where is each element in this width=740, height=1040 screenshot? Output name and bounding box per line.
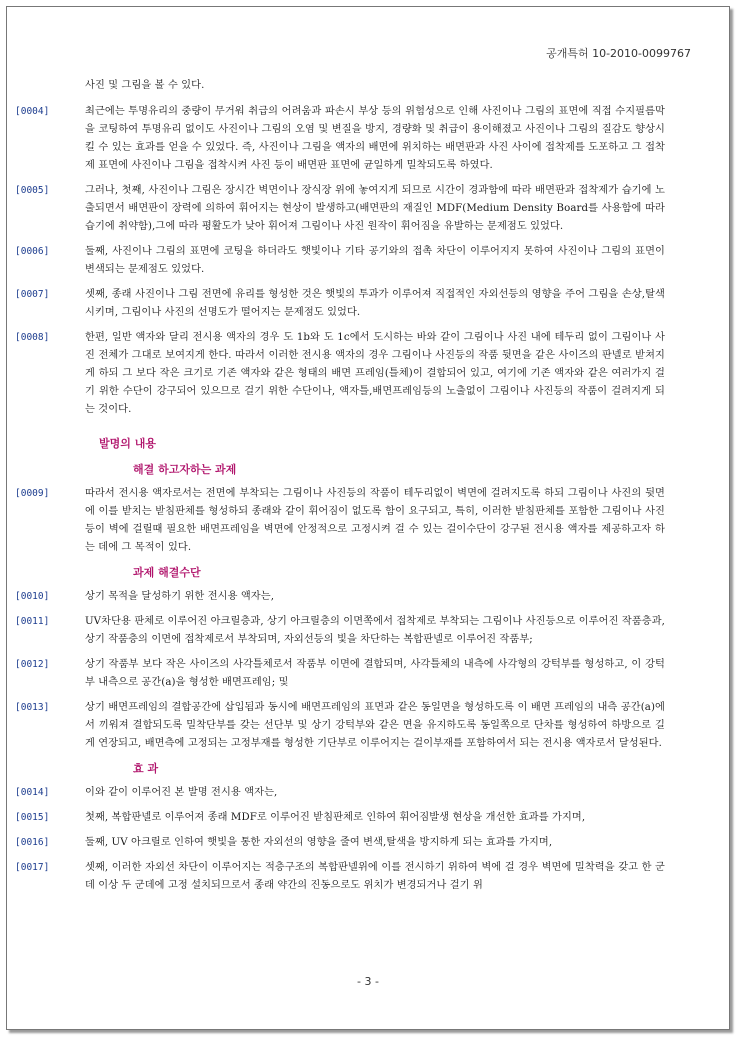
paragraph	[15, 485, 715, 557]
paragraph-text: 첫째, 복합판넬로 이루어져 종래 MDF로 이루어진 받침판체로 인하여 휘어짐발생 현상을 개선한 효과를 가지며,	[85, 812, 586, 823]
paragraph-group-means	[15, 588, 715, 753]
paragraph-number: [0008]	[15, 332, 50, 343]
section-heading-means: 과제 해결수단	[133, 566, 201, 579]
paragraph-text: 그러나, 첫째, 사진이나 그림은 장시간 벽면이나 장식장 위에 놓여지게 되므로 시간이 경과함에 따라 배면판과 접착제가 습기에 노출되면서 배면판이 장력에 의하여 휘어지는 현상이 발생하고(배면판의 재질인 MDF(Medium Density Board를 사용함에 따라 습기에 취약함),그에 따라 평활도가 낮아 휘어져 그림이나 사진 원작이 휘어짐을 유발하는 문제점도 있었다.	[85, 185, 665, 232]
paragraph-text: 사진 및 그림을 볼 수 있다.	[85, 80, 205, 91]
paragraph-text: 상기 배면프레임의 결합공간에 삽입됨과 동시에 배면프레임의 표면과 같은 동일면을 형성하도록 이 배면 프레임의 내측 공간(a)에서 끼워져 결합되도록 밀착단부를 갖는 선단부 및 상기 강턱부와 같은 면을 유지하도록 동일쪽으로 단차를 형성하여 하방으로 길게 연장되고, 배면측에 고정되는 고정부재를 형성한 기단부로 이루어지는 걸이부재를 포함하여서 되는 전시용 액자로서 달성된다.	[85, 702, 665, 749]
paragraph-number: [0010]	[15, 591, 50, 602]
paragraph	[15, 613, 715, 649]
paragraph-text: 따라서 전시용 액자로서는 전면에 부착되는 그림이나 사진등의 작품이 테두리없이 벽면에 걸려지도록 하되 그림이나 사진의 뒷면에 이를 받치는 받침판체를 형성하되 종래와 같이 휘어짐이 없도록 함이 요구되고, 특히, 이러한 받침판체를 포함한 그림이나 사진등이 벽에 걸릴때 필요한 배면프레임을 벽면에 안정적으로 고정시켜 걸 수 있는 걸이수단이 강구된 전시용 액자를 제공하고자 하는 데에 그 목적이 있다.	[85, 488, 665, 553]
paragraph-text: 둘째, UV 아크릴로 인하여 햇빛을 통한 자외선의 영향을 줄여 변색,탈색을 방지하게 되는 효과를 가지며,	[85, 837, 553, 848]
paragraph-number: [0012]	[15, 659, 50, 670]
section-heading-problem: 해결 하고자하는 과제	[133, 463, 237, 476]
paragraph	[15, 182, 715, 236]
paragraph-text: 한편, 일반 액자와 달리 전시용 액자의 경우 도 1b와 도 1c에서 도시하는 바와 같이 그림이나 사진 내에 테두리 없이 그림이나 사진 전체가 그대로 보여지게 한다. 따라서 이러한 전시용 액자의 경우 그림이나 사진등의 작품 뒷면을 같은 사이즈의 판넬로 받쳐지게 하되 그 보다 작은 크기로 기존 액자와 같은 형태의 배면 프레임(틀체)이 결합되어 있고, 여기에 기존 액자와 같은 여러가지 걸기 위한 수단이 강구되어 있으므로 걸기 위한 수단이나, 액자틀,배면프레임등의 노출없이 그림이나 사진등의 작품이 걸려지게 되는 것이다.	[85, 332, 665, 415]
paragraph-text: 최근에는 투명유리의 중량이 무거워 취급의 어려움과 파손시 부상 등의 위험성으로 인해 사진이나 그림의 표면에 직접 수지필름막을 코팅하여 투명유리 없이도 사진이나 그림의 오염 및 변질을 방지, 경량화 및 취급이 용이해졌고 사진이나 그림의 질감도 향상시킬 수 있는 효과를 얻을 수 있었다. 즉, 사진이나 그림을 액자의 배면에 위치하는 배면판과 사진 사이에 접착제를 도포하고 그 접착제 표면에 사진이나 그림을 접착시켜 사진 등이 배면판 표면에 균일하게 밀착되도록 하였다.	[85, 106, 665, 171]
document-body	[15, 77, 715, 902]
paragraph	[15, 699, 715, 753]
paragraph-text: 상기 작품부 보다 작은 사이즈의 사각틀체로서 작품부 이면에 결합되며, 사각틀체의 내측에 사각형의 강턱부를 형성하고, 이 강턱부 내측으로 공간(a)을 형성한 배면프레임; 및	[85, 659, 665, 688]
paragraph-number: [0013]	[15, 702, 50, 713]
paragraph-text: 셋째, 이러한 자외선 차단이 이루어지는 적층구조의 복합판넬위에 이를 전시하기 위하여 벽에 걸 경우 벽면에 밀착력을 갖고 한 군데 이상 두 군데에 고정 설치되므로서 종래 약간의 진동으로도 위치가 변경되거나 걸기 위	[85, 862, 665, 891]
paragraph	[15, 859, 715, 895]
paragraph	[15, 103, 715, 175]
page-number: - 3 -	[357, 975, 379, 988]
paragraph	[15, 329, 715, 419]
publication-number: 공개특허 10-2010-0099767	[546, 47, 691, 60]
paragraph	[15, 588, 715, 606]
paragraph	[15, 243, 715, 279]
paragraph-group-background	[15, 103, 715, 419]
paragraph-number: [0004]	[15, 106, 50, 117]
section-heading-effect: 효 과	[133, 762, 159, 775]
paragraph	[15, 656, 715, 692]
paragraph-number: [0009]	[15, 488, 50, 499]
paragraph-text: 둘째, 사진이나 그림의 표면에 코팅을 하더라도 햇빛이나 기타 공기와의 접촉 차단이 이루어지지 못하여 사진이나 그림의 표면이 변색되는 문제점도 있었다.	[85, 246, 665, 275]
paragraph	[15, 784, 715, 802]
document-page	[6, 6, 730, 1030]
paragraph-number: [0006]	[15, 246, 50, 257]
paragraph-number: [0017]	[15, 862, 50, 873]
paragraph-number: [0016]	[15, 837, 50, 848]
paragraph-group-effect	[15, 784, 715, 895]
paragraph-number: [0015]	[15, 812, 50, 823]
paragraph-number: [0007]	[15, 289, 50, 300]
paragraph-text: 이와 같이 이루어진 본 발명 전시용 액자는,	[85, 787, 278, 798]
paragraph-number: [0005]	[15, 185, 50, 196]
paragraph-text: 상기 목적을 달성하기 위한 전시용 액자는,	[85, 591, 275, 602]
paragraph	[15, 809, 715, 827]
paragraph-text: UV차단용 판체로 이루어진 아크릴층과, 상기 아크릴층의 이면쪽에서 접착제로 부착되는 그림이나 사진등으로 이루어진 작품층과, 상기 작품층의 이면에 접착제로서 부착되며, 자외선등의 빛을 차단하는 복합판넬로 이루어진 작품부;	[85, 616, 665, 645]
paragraph-group-problem	[15, 485, 715, 557]
paragraph	[15, 286, 715, 322]
paragraph	[15, 834, 715, 852]
paragraph-continuation	[15, 77, 715, 95]
paragraph-text: 셋째, 종래 사진이나 그림 전면에 유리를 형성한 것은 햇빛의 투과가 이루어져 직접적인 자외선등의 영향을 주어 그림을 손상,탈색시키며, 그림이나 사진의 선명도가 떨어지는 문제점도 있었다.	[85, 289, 665, 318]
paragraph-number: [0014]	[15, 787, 50, 798]
section-heading-invention: 발명의 내용	[99, 437, 156, 450]
paragraph-number: [0011]	[15, 616, 50, 627]
